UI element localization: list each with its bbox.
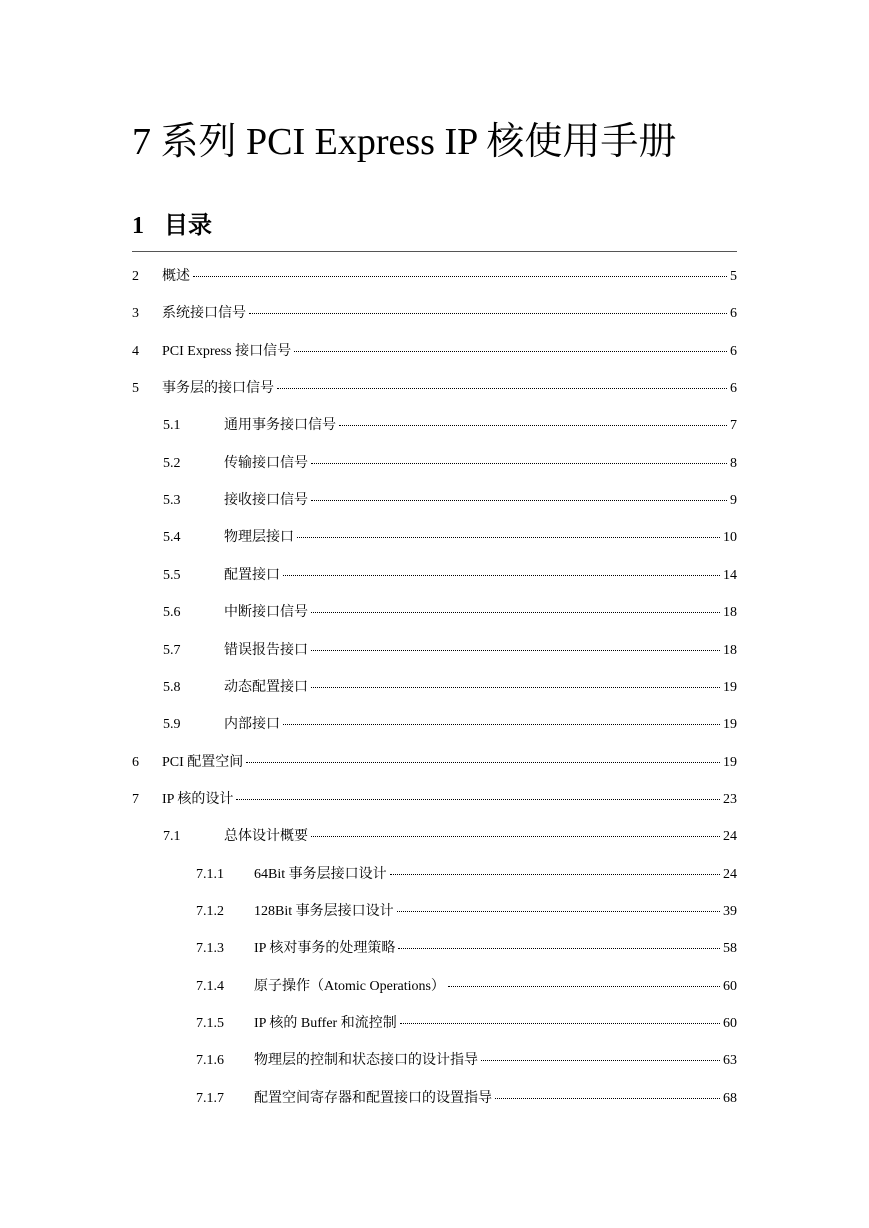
- toc-entry-page: 18: [723, 643, 737, 658]
- toc-entry-title: 物理层接口: [224, 530, 294, 545]
- toc-entry-title: 配置接口: [224, 568, 280, 583]
- toc-entry-number: 5.9: [163, 717, 181, 732]
- toc-entry[interactable]: [163, 827, 737, 847]
- toc-entry-title: 事务层的接口信号: [162, 381, 274, 396]
- toc-dot-leader: [311, 612, 720, 613]
- toc-dot-leader: [297, 537, 720, 538]
- toc-entry-page: 6: [730, 306, 737, 321]
- toc-dot-leader: [283, 724, 720, 725]
- toc-entry-title: PCI 配置空间: [162, 755, 244, 770]
- toc-entry-title: 物理层的控制和状态接口的设计指导: [254, 1053, 478, 1068]
- toc-entry[interactable]: [196, 902, 737, 922]
- toc-entry-number: 7.1: [163, 829, 181, 844]
- toc-entry[interactable]: [132, 304, 737, 324]
- toc-entry-title: 接收接口信号: [224, 493, 308, 508]
- toc-entry-number: 7: [132, 792, 139, 807]
- toc-heading-number: 1: [132, 213, 144, 239]
- toc-entry-number: 5.2: [163, 456, 181, 471]
- toc-dot-leader: [236, 799, 720, 800]
- toc-entry-number: 7.1.6: [196, 1053, 224, 1068]
- toc-entry-title: PCI Express 接口信号: [162, 344, 292, 359]
- toc-entry-number: 3: [132, 306, 139, 321]
- toc-entry-page: 23: [723, 792, 737, 807]
- toc-entry-number: 5.6: [163, 605, 181, 620]
- toc-entry-number: 7.1.1: [196, 867, 224, 882]
- toc-entry-page: 19: [723, 755, 737, 770]
- toc-entry-title: 原子操作（Atomic Operations）: [254, 979, 445, 994]
- document-title: 7 系列 PCI Express IP 核使用手册: [132, 121, 677, 163]
- toc-entry[interactable]: [132, 267, 737, 287]
- toc-dot-leader: [448, 986, 720, 987]
- toc-dot-leader: [311, 500, 727, 501]
- toc-dot-leader: [400, 1023, 720, 1024]
- toc-entry-number: 5.7: [163, 643, 181, 658]
- toc-entry-number: 5.4: [163, 530, 181, 545]
- toc-entry[interactable]: [132, 379, 737, 399]
- toc-entry-page: 6: [730, 344, 737, 359]
- toc-entry-number: 5: [132, 381, 139, 396]
- toc-dot-leader: [311, 463, 727, 464]
- toc-entry-page: 5: [730, 269, 737, 284]
- toc-entry-number: 4: [132, 344, 139, 359]
- toc-entry-title: 错误报告接口: [224, 643, 308, 658]
- toc-entry[interactable]: [163, 641, 737, 661]
- toc-dot-leader: [283, 575, 720, 576]
- toc-dot-leader: [246, 762, 720, 763]
- toc-dot-leader: [397, 911, 720, 912]
- toc-entry-title: 中断接口信号: [224, 605, 308, 620]
- toc-entry-page: 68: [723, 1091, 737, 1106]
- toc-entry-title: IP 核的设计: [162, 792, 234, 807]
- toc-entry-page: 24: [723, 867, 737, 882]
- toc-dot-leader: [339, 425, 727, 426]
- toc-entry-page: 6: [730, 381, 737, 396]
- toc-entry-title: 内部接口: [224, 717, 280, 732]
- toc-entry-number: 5.3: [163, 493, 181, 508]
- toc-entry[interactable]: [163, 454, 737, 474]
- toc-entry-page: 18: [723, 605, 737, 620]
- toc-dot-leader: [495, 1098, 720, 1099]
- toc-dot-leader: [277, 388, 727, 389]
- toc-entry-title: 动态配置接口: [224, 680, 308, 695]
- toc-entry[interactable]: [163, 566, 737, 586]
- toc-dot-leader: [481, 1060, 720, 1061]
- toc-entry-page: 39: [723, 904, 737, 919]
- toc-entry-page: 14: [723, 568, 737, 583]
- toc-entry[interactable]: [163, 678, 737, 698]
- toc-entry-title: IP 核的 Buffer 和流控制: [254, 1016, 397, 1031]
- toc-entry-page: 60: [723, 1016, 737, 1031]
- toc-entry[interactable]: [132, 753, 737, 773]
- toc-entry-number: 2: [132, 269, 139, 284]
- toc-entry-page: 10: [723, 530, 737, 545]
- toc-entry-number: 7.1.5: [196, 1016, 224, 1031]
- toc-entry[interactable]: [163, 528, 737, 548]
- toc-entry[interactable]: [132, 790, 737, 810]
- toc-entry-page: 63: [723, 1053, 737, 1068]
- toc-entry[interactable]: [163, 603, 737, 623]
- toc-entry-title: 配置空间寄存器和配置接口的设置指导: [254, 1091, 492, 1106]
- toc-entry-number: 5.5: [163, 568, 181, 583]
- toc-entry-number: 7.1.2: [196, 904, 224, 919]
- toc-entry-page: 19: [723, 717, 737, 732]
- toc-entry[interactable]: [132, 342, 737, 362]
- toc-dot-leader: [193, 276, 727, 277]
- toc-entry[interactable]: [196, 977, 737, 997]
- toc-entry[interactable]: [163, 416, 737, 436]
- toc-dot-leader: [390, 874, 720, 875]
- toc-entry-page: 9: [730, 493, 737, 508]
- toc-entry-number: 7.1.4: [196, 979, 224, 994]
- toc-entry-number: 6: [132, 755, 139, 770]
- toc-entry[interactable]: [196, 1014, 737, 1034]
- toc-entry[interactable]: [163, 491, 737, 511]
- toc-entry-title: IP 核对事务的处理策略: [254, 941, 396, 956]
- toc-dot-leader: [294, 351, 727, 352]
- toc-entry-page: 60: [723, 979, 737, 994]
- toc-entry-page: 24: [723, 829, 737, 844]
- toc-entry[interactable]: [196, 865, 737, 885]
- toc-entry-number: 7.1.7: [196, 1091, 224, 1106]
- toc-entry-number: 7.1.3: [196, 941, 224, 956]
- toc-entry[interactable]: [196, 1051, 737, 1071]
- toc-entry[interactable]: [196, 1089, 737, 1109]
- toc-dot-leader: [398, 948, 720, 949]
- toc-entry-title: 64Bit 事务层接口设计: [254, 867, 387, 882]
- toc-dot-leader: [311, 650, 720, 651]
- toc-heading-text: 目录: [164, 213, 212, 239]
- toc-entry-number: 5.1: [163, 418, 181, 433]
- toc-entry-page: 8: [730, 456, 737, 471]
- toc-entry-title: 128Bit 事务层接口设计: [254, 904, 394, 919]
- toc-entry-page: 58: [723, 941, 737, 956]
- toc-entry[interactable]: [163, 715, 737, 735]
- toc-entry-title: 传输接口信号: [224, 456, 308, 471]
- toc-entry-title: 概述: [162, 269, 190, 284]
- toc-entry-title: 系统接口信号: [162, 306, 246, 321]
- toc-dot-leader: [249, 313, 727, 314]
- toc-entry-number: 5.8: [163, 680, 181, 695]
- toc-entry-title: 总体设计概要: [224, 829, 308, 844]
- toc-entry-page: 19: [723, 680, 737, 695]
- toc-dot-leader: [311, 836, 720, 837]
- toc-entry-page: 7: [730, 418, 737, 433]
- toc-dot-leader: [311, 687, 720, 688]
- toc-entry[interactable]: [196, 939, 737, 959]
- toc-entry-title: 通用事务接口信号: [224, 418, 336, 433]
